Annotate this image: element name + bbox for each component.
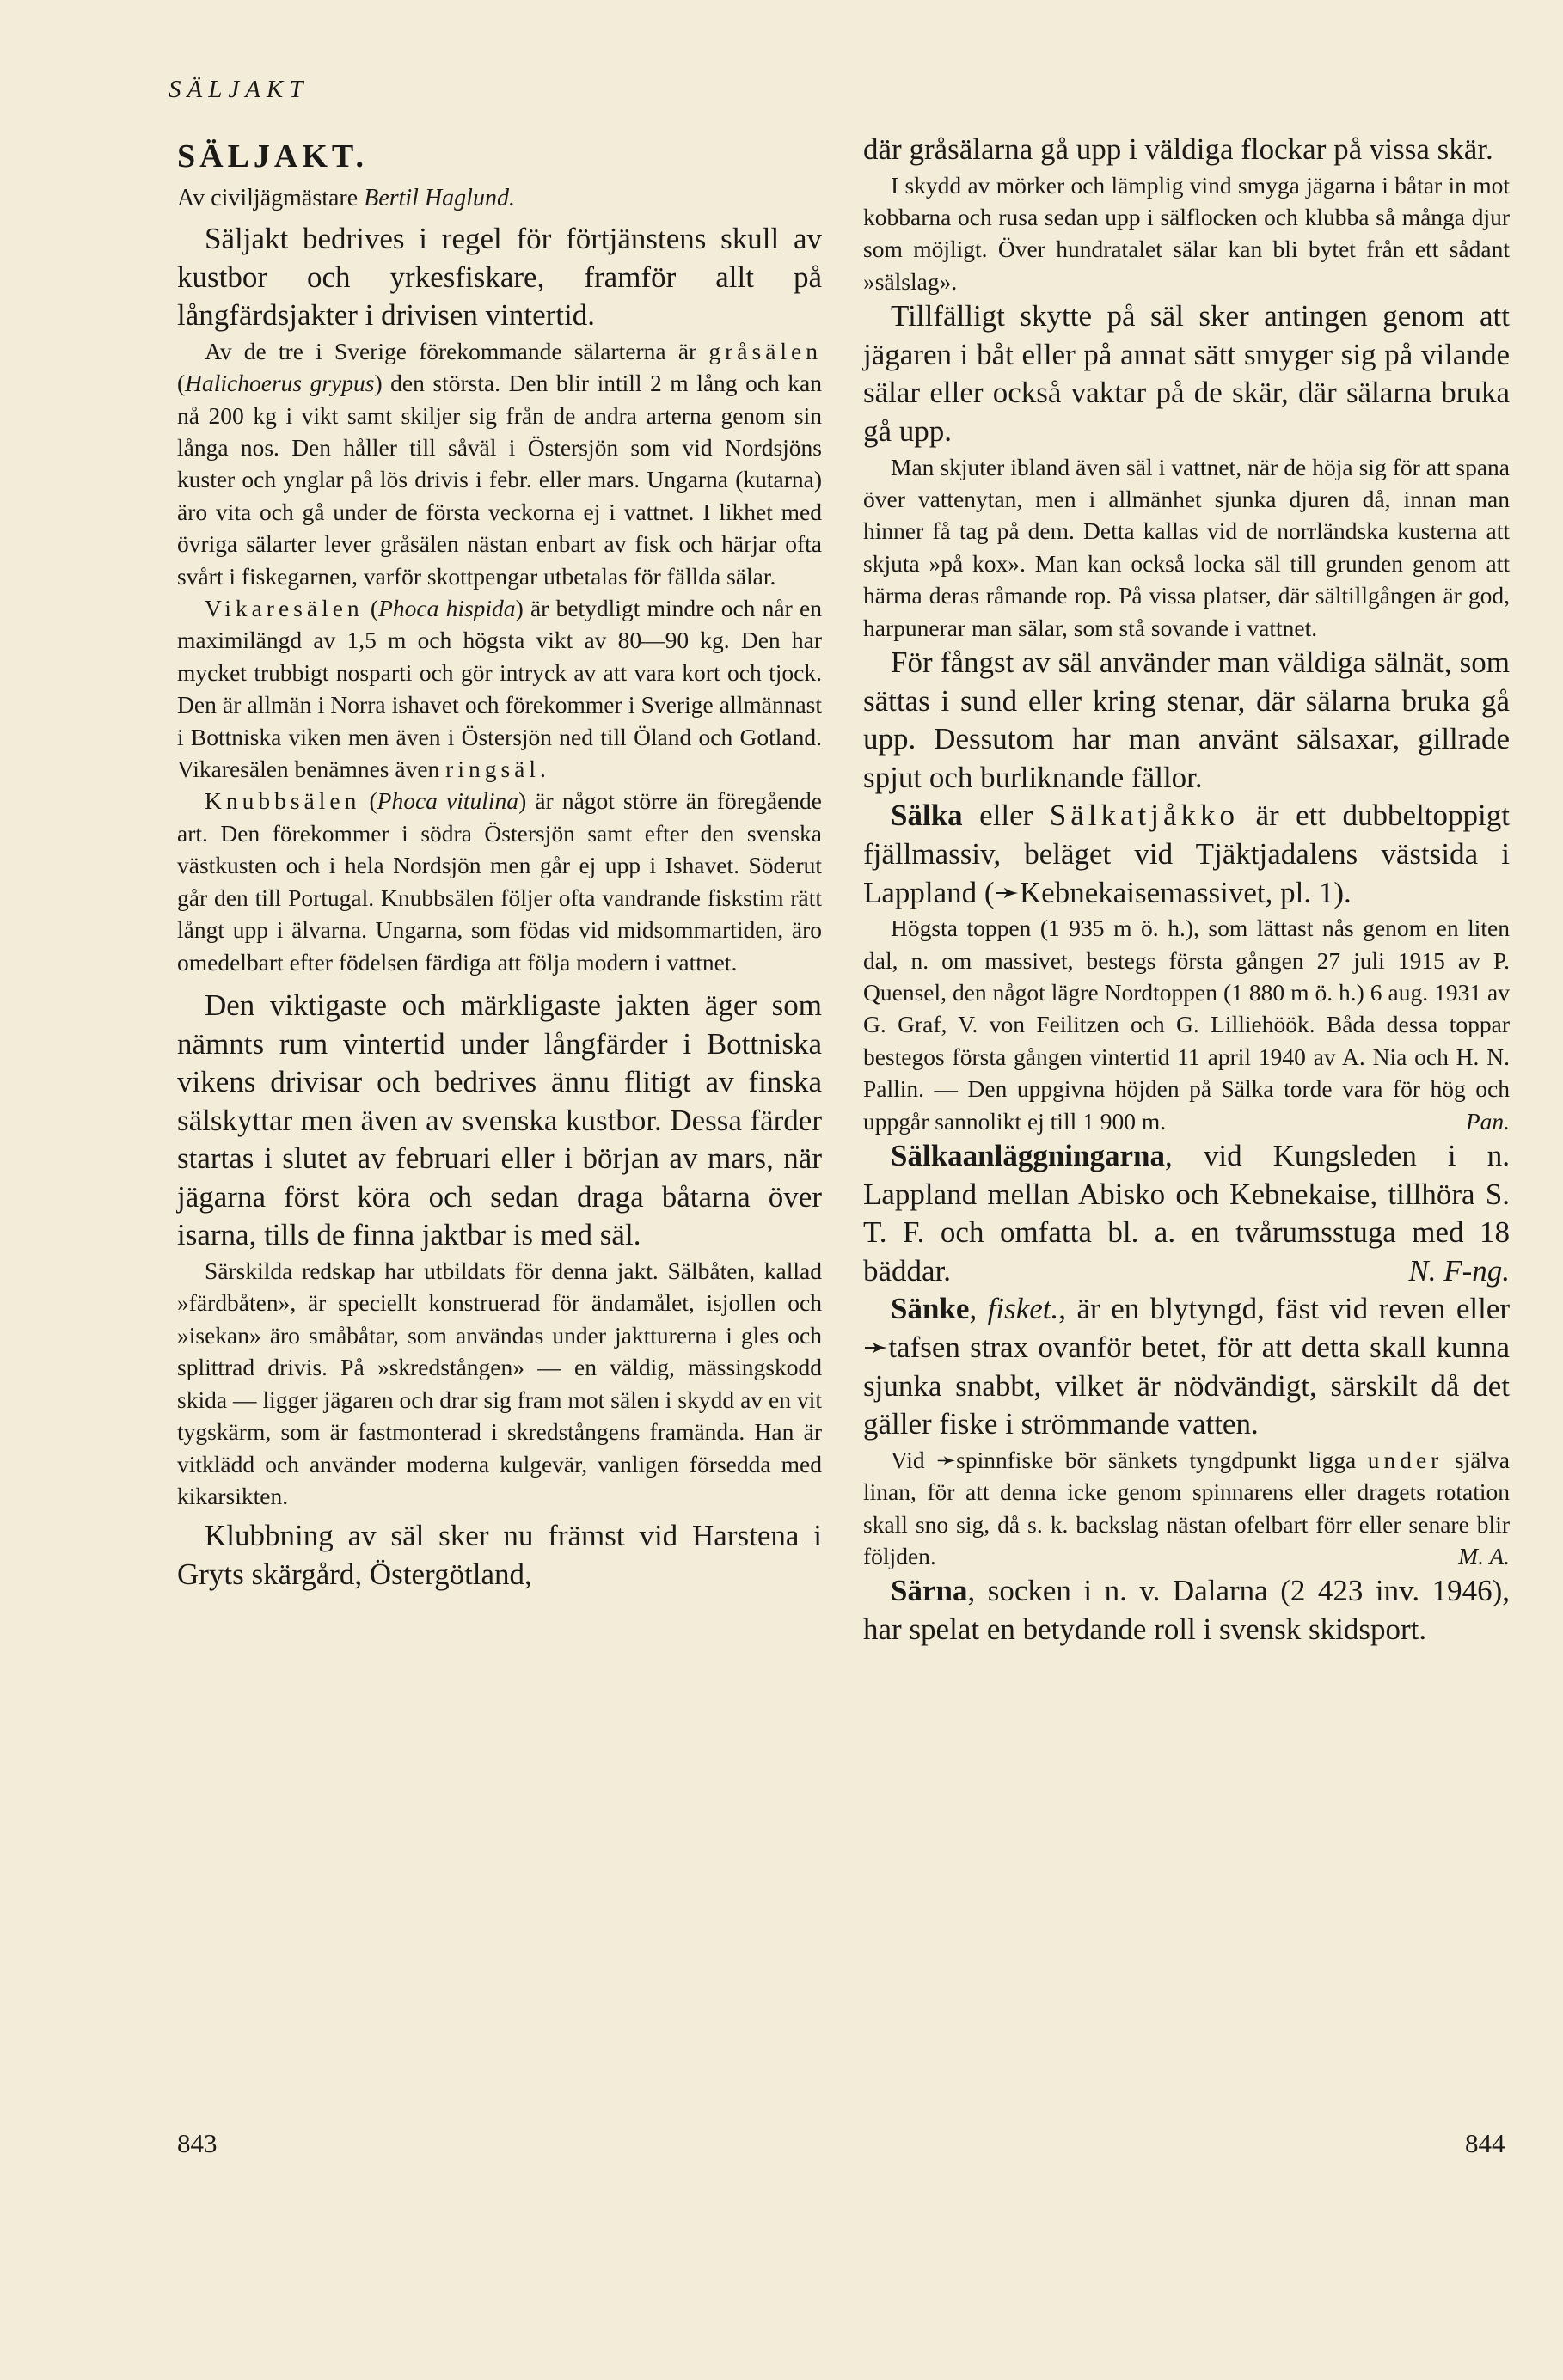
author-signature: Pan. xyxy=(1465,1107,1510,1135)
continued-paragraph: där gråsälarna gå upp i väldiga flockar på vissa skär. xyxy=(863,132,1493,166)
tools-paragraph: Särskilda redskap har utbildats för denna jakt. Sälbåten, kallad »färdbåten», är speciellt konstruerad för ändamålet, isjollen och »isekan» äro småbåtar, som användas under jaktturerna i gles och splittrad drivis. På »skredstången» — en väldig, mässingskodd skida — ligger jägaren och drar sig fram mot sälen i skydd av en vit tygskärm, som är fastmonterad i skredstångens framända. Han är vitklädd och använder moderna kulgevär, vanligen försedda med kikarsikten. xyxy=(177,1257,822,1509)
water-shooting-paragraph: Man skjuter ibland även säl i vattnet, när de höja sig för att spana över vattenytan, men i allmänhet sjunka djuren då, innan man hinner få tag på dem. Detta kallas vid de norrländska kusterna att skjuta »på kox». Man kan också locka säl till grunden genom att härma deras råmande rop. På vissa platser, där sältillgången är god, harpunerar man sälar, som stå sovande i vattnet. xyxy=(863,453,1510,641)
alt-headword: Sälkatjåkko xyxy=(1049,798,1239,833)
article-title: SÄLJAKT. xyxy=(177,138,368,174)
knubbsalen-paragraph: Knubbsälen (Phoca vitulina) är något större än föregående art. Den förekommer i södra Östersjön samt efter den svenska västkusten och i hela Nordsjön men går ej upp i Ishavet. Söderut går den till Portugal. Knubbsälen följer ofta vandrande fiskstim rätt långt upp i älvarna. Ungarna, som födas vid midsommartiden, äro omedelbart efter födelsen färdiga att följa modern i vattnet. xyxy=(177,787,822,976)
page-number-right: 844 xyxy=(1465,2128,1505,2158)
author-signature: M. A. xyxy=(1458,1543,1510,1569)
entry-headword: Sälka xyxy=(891,798,963,833)
grasalen-paragraph: Av de tre i Sverige förekommande sälarterna är gråsälen (Halichoerus grypus) den största. Den blir intill 2 m lång och kan nå 200 kg i vikt samt skiljer sig från de andra arterna genom sin långa nos. Den håller till såväl i Östersjön som vid Nordsjöns kuster och ynglar på lös drivis i febr. eller mars. Ungarna (kutarna) äro vita och gå under de första veckorna ej i vattnet. I likhet med övriga sälarter lever gråsälen nästan enbart av fisk och härjar ofta svårt i fiskegarnen, varför skottpengar utbetalas för fällda sälar. xyxy=(177,337,822,590)
entry-headword: Särna xyxy=(891,1574,968,1608)
cross-ref-arrow-icon: ➛ xyxy=(863,1331,889,1364)
clubbing-paragraph: Klubbning av säl sker nu främst vid Harstena i Gryts skärgård, Östergötland, xyxy=(177,1519,822,1591)
byline-author: Bertil Haglund. xyxy=(364,185,515,211)
capture-paragraph: För fångst av säl använder man väldiga sälnät, som sättas i sund eller kring stenar, där sälarna bruka gå upp. Dessutom har man använt sälsaxar, gillrade spjut och burliknande fällor. xyxy=(863,645,1510,794)
sanke-detail: Vid ➛spinnfiske bör sänkets tyngdpunkt ligga under själva linan, för att denna icke genom spinnarens eller dragets rotation skall sno sig, då s. k. backslag nästan ofelbart förr eller senare blir följden. M. A. xyxy=(863,1444,1510,1573)
latin-name: Halichoerus grypus xyxy=(185,370,375,397)
entry-salkaanlaggningarna: Sälkaanläggningarna, vid Kungsleden i n. Lappland mellan Abisko och Kebnekaise, tillhöra S. T. F. och omfatta bl. a. en tvårumsstuga med 18 bäddar. N. F-ng. xyxy=(863,1137,1510,1290)
species-name: gråsälen xyxy=(708,337,822,364)
cross-ref-arrow-icon: ➛ xyxy=(936,1446,957,1473)
field-abbreviation: fisket. xyxy=(987,1292,1059,1326)
latin-name: Phoca vitulina xyxy=(377,787,519,815)
page-number-left: 843 xyxy=(177,2128,218,2158)
latin-name: Phoca hispida xyxy=(378,595,516,622)
alt-species-name: ringsäl xyxy=(445,756,541,783)
salka-detail: Högsta toppen (1 935 m ö. h.), som lättast nås genom en liten dal, n. om massivet, bestegs första gången 27 juli 1915 av P. Quensel, den något lägre Nordtoppen (1 880 m ö. h.) 6 aug. 1931 av G. Graf, V. von Feilitzen och G. Lilliehöök. Båda dessa toppar bestegos första gången vintertid 11 april 1940 av A. Nia och H. N. Pallin. — Den uppgivna höjden på Sälka torde vara för hög och uppgår sannolikt ej till 1 900 m. Pan. xyxy=(863,912,1510,1137)
right-column xyxy=(863,129,1510,1649)
byline: Av civiljägmästare Bertil Haglund. xyxy=(177,185,515,211)
entry-sanke: Sänke, fisket., är en blytyngd, fäst vid reven eller ➛tafsen strax ovanför betet, för att detta skall kunna sjunka snabbt, vilket är nödvändigt, särskilt då det gäller fiske i strömmande vatten. xyxy=(863,1292,1510,1441)
vikaresalen-paragraph: Vikaresälen (Phoca hispida) är betydligt mindre och når en maximilängd av 1,5 m och högsta vikt av 80—90 kg. Den har mycket trubbigt nosparti och gör intryck av att vara kort och tjock. Den är allmän i Norra ishavet och förekommer i Sverige allmännast i Bottniska viken men även i Östersjön ned till Öland och Gotland. Vikaresälen benämnes även ringsäl. xyxy=(177,595,822,783)
entry-salka: Sälka eller Sälkatjåkko är ett dubbeltoppigt fjällmassiv, beläget vid Tjäktjadalens västsida i Lappland (➛Kebnekaisemassivet, pl. 1). xyxy=(863,798,1510,909)
left-column xyxy=(177,129,822,1594)
species-name: Vikaresälen xyxy=(205,595,364,622)
running-head: SÄLJAKT xyxy=(169,76,310,103)
hunt-paragraph: Den viktigaste och märkligaste jakten äger som nämnts rum vintertid under långfärder i Bottniska vikens drivisar och bedrives ännu flitigt av finska sälskyttar men även av svenska kustbor. Dessa färder startas i slutet av februari eller i början av mars, när jägarna först köra och sedan draga båtarna över isarna, tills de finna jaktbar is med säl. xyxy=(177,988,822,1252)
darkness-paragraph: I skydd av mörker och lämplig vind smyga jägarna i båtar in mot kobbarna och rusa sedan upp i sälflocken och klubba så många djur som möjligt. Över hundratalet sälar kan bli bytet från ett sådant »sälslag». xyxy=(863,171,1510,295)
intro-paragraph: Säljakt bedrives i regel för förtjänstens skull av kustbor och yrkesfiskare, framför allt på långfärdsjakter i drivisen vintertid. xyxy=(177,222,822,333)
entry-sarna: Särna, socken i n. v. Dalarna (2 423 inv. 1946), har spelat en betydande roll i svensk skidsport. xyxy=(863,1574,1510,1646)
occasional-shooting-paragraph: Tillfälligt skytte på säl sker antingen genom att jägaren i båt eller på annat sätt smyger sig på vilande sälar eller också vaktar på de skär, där sälarna bruka gå upp. xyxy=(863,299,1510,448)
author-signature: N. F-ng. xyxy=(1408,1253,1510,1288)
entry-headword: Sänke xyxy=(891,1292,970,1326)
cross-ref-arrow-icon: ➛ xyxy=(994,875,1020,909)
species-name: Knubbsälen xyxy=(205,787,361,815)
entry-headword: Sälkaanläggningarna xyxy=(891,1139,1165,1173)
